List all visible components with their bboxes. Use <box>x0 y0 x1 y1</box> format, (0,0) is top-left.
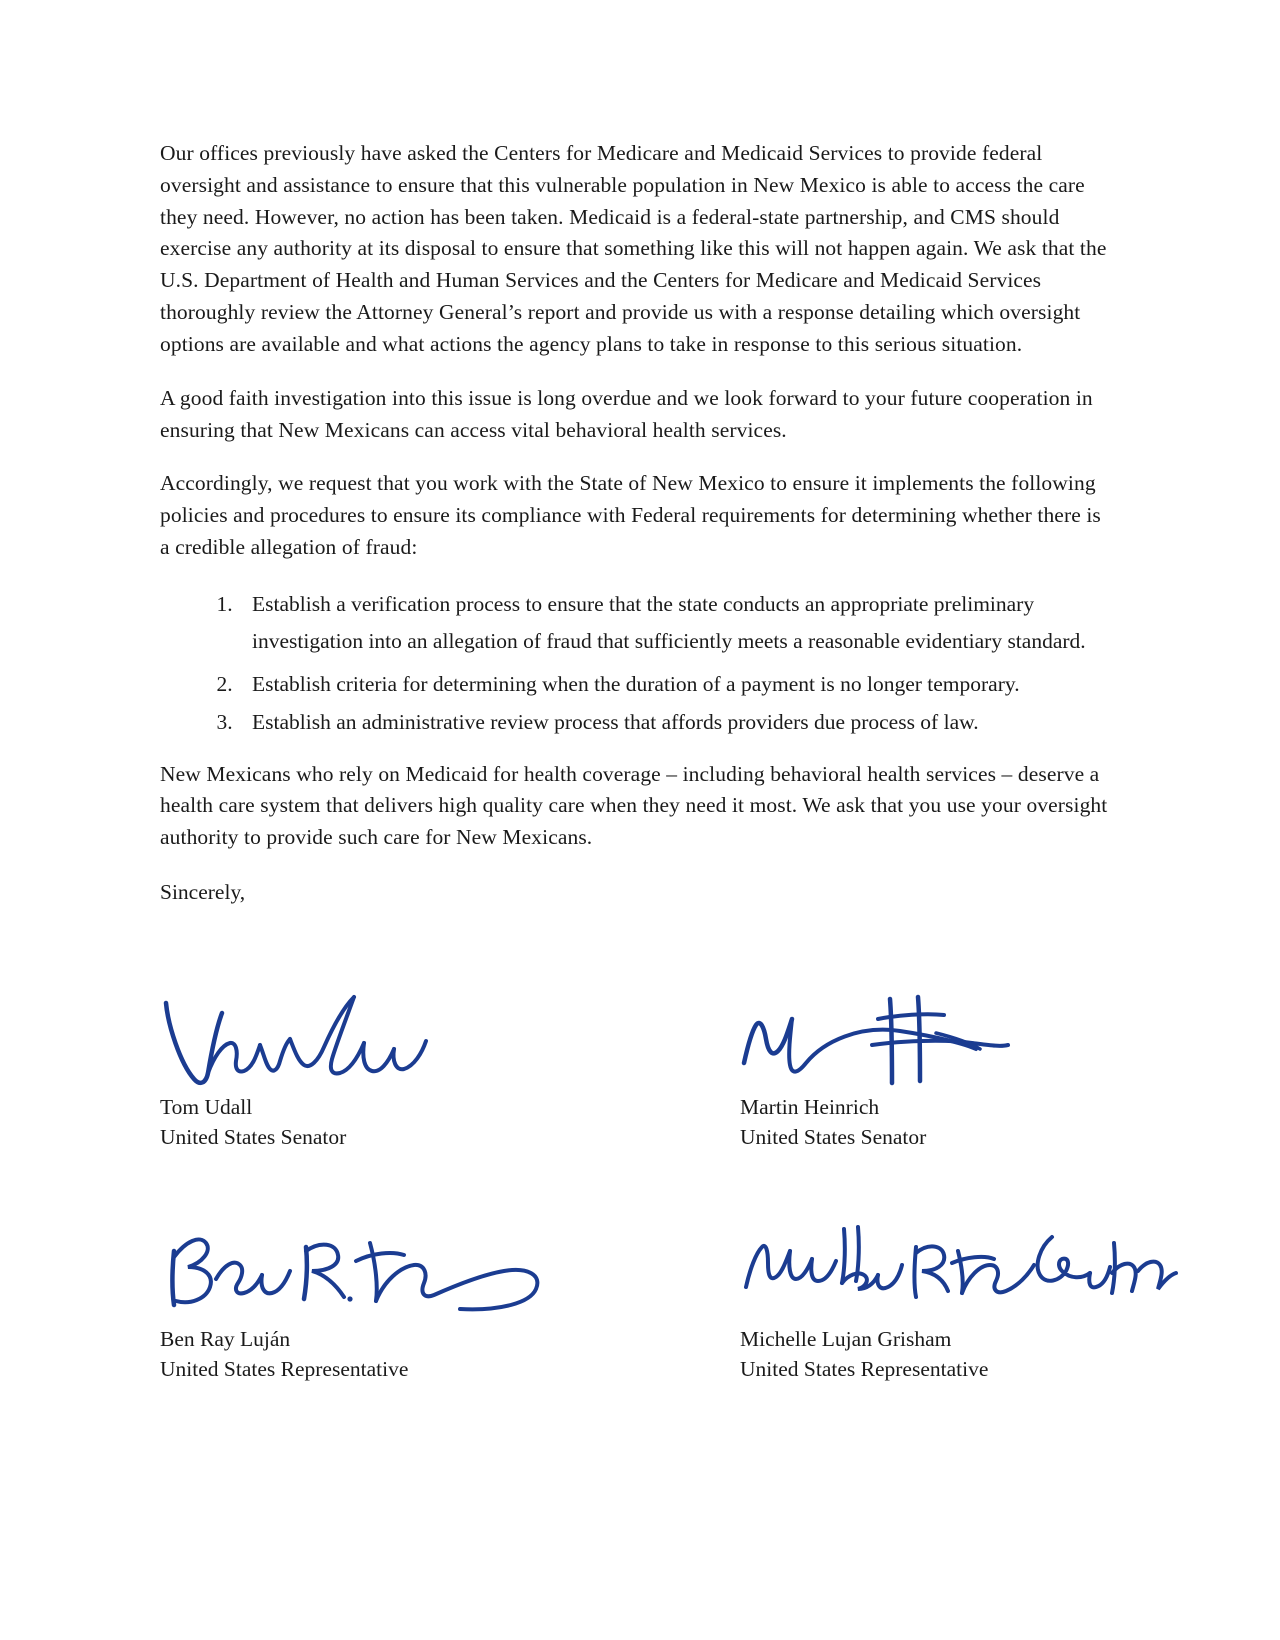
signatory-name: Michelle Lujan Grisham <box>740 1327 952 1351</box>
closing-salutation: Sincerely, <box>160 880 246 905</box>
letter-body <box>160 138 1112 905</box>
request-list <box>160 586 1112 739</box>
signatory-tom-udall <box>160 985 740 1155</box>
paragraph-3: Accordingly, we request that you work with the State of New Mexico to ensure it implements the following policies and procedures to ensure its compliance with Federal requirements for determining whether there is a credible allegation of fraud: <box>160 471 1101 559</box>
signatory-name: Ben Ray Luján <box>160 1327 291 1351</box>
signatory-michelle-lujan-grisham <box>740 1217 1160 1387</box>
signature-tom-udall-icon <box>160 985 740 1093</box>
signatory-title: United States Senator <box>740 1124 927 1149</box>
signatory-title: United States Representative <box>740 1356 989 1381</box>
signature-block <box>160 985 1160 1387</box>
list-item: 2. Establish criteria for determining when the duration of a payment is no longer temporary. <box>238 669 1112 701</box>
signature-martin-heinrich-icon <box>740 985 1160 1093</box>
signatory-name: Tom Udall <box>160 1095 253 1119</box>
list-item: 1. Establish a verification process to ensure that the state conducts an appropriate preliminary investigation into an allegation of fraud that sufficiently meets a reasonable evidentiary standard. <box>238 586 1112 661</box>
paragraph-1: Our offices previously have asked the Centers for Medicare and Medicaid Services to provide federal oversight and assistance to ensure that this vulnerable population in New Mexico is able to access the care they need. However, no action has been taken. Medicaid is a federal-state partnership, and CMS should exercise any authority at its disposal to ensure that something like this will not happen again. We ask that the U.S. Department of Health and Human Services and the Centers for Medicare and Medicaid Services thoroughly review the Attorney General’s report and provide us with a response detailing which oversight options are available and what actions the agency plans to take in response to this serious situation. <box>160 141 1107 356</box>
signatory-martin-heinrich <box>740 985 1160 1155</box>
list-item: 3. Establish an administrative review process that affords providers due process of law. <box>238 707 1112 739</box>
signatory-name: Martin Heinrich <box>740 1095 880 1119</box>
closing-paragraph: New Mexicans who rely on Medicaid for health coverage – including behavioral health services – deserve a health care system that delivers high quality care when they need it most. We ask that you use your oversight authority to provide such care for New Mexicans. <box>160 761 1108 850</box>
signature-michelle-lujan-grisham-icon <box>740 1217 1160 1325</box>
signatory-ben-ray-lujan <box>160 1217 740 1387</box>
paragraph-2: A good faith investigation into this issue is long overdue and we look forward to your future cooperation in ensuring that New Mexicans can access vital behavioral health services. <box>160 385 1093 442</box>
signatory-title: United States Representative <box>160 1356 409 1381</box>
signature-ben-ray-lujan-icon <box>160 1217 740 1325</box>
signatory-title: United States Senator <box>160 1124 347 1149</box>
